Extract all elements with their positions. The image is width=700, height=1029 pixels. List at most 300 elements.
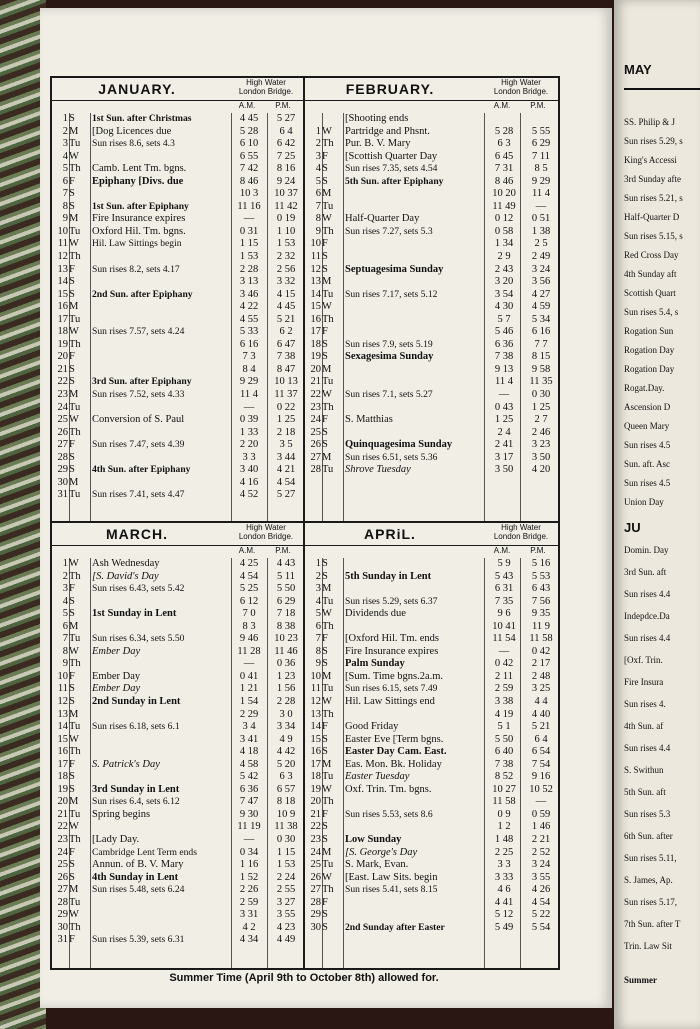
day-row: [52, 464, 303, 477]
day-number: 2: [315, 570, 321, 582]
day-number: 10: [310, 670, 321, 682]
day-row: [52, 809, 303, 822]
weekday: Th: [69, 426, 81, 438]
high-water-am: 5 28: [494, 125, 514, 137]
weekday: S: [322, 263, 328, 275]
high-water-am: 8 4: [242, 363, 256, 375]
day-number: 20: [310, 363, 321, 375]
high-water-pm: 1 25: [531, 401, 551, 413]
day-number: 27: [310, 884, 321, 896]
high-water-pm: 5 53: [531, 570, 551, 582]
event-text: [Oxford Hil. Tm. ends: [345, 633, 440, 645]
high-water-am: 3 13: [239, 276, 259, 288]
weekday: Tu: [322, 771, 334, 783]
event-text: Pur. B. V. Mary: [345, 138, 411, 150]
high-water-am: 0 34: [239, 846, 259, 858]
day-row: [52, 326, 303, 339]
event-text: 2nd Sunday after Easter: [345, 921, 445, 933]
weekday: M: [322, 583, 332, 595]
day-number: 23: [310, 834, 321, 846]
high-water-pm: 6 43: [531, 583, 551, 595]
weekday: M: [322, 846, 332, 858]
high-water-pm: 3 27: [276, 896, 296, 908]
facing-page-text: Sun rises 5.3: [624, 809, 671, 819]
high-water-pm: 3 55: [276, 909, 296, 921]
weekday: F: [322, 150, 328, 162]
day-number: 24: [57, 401, 68, 413]
high-water-am: 7 38: [494, 758, 514, 770]
facing-page-text: Sun rises 5.17,: [624, 897, 678, 907]
weekday: M: [69, 301, 79, 313]
high-water-pm: 2 52: [531, 846, 551, 858]
pm-label: P.M.: [530, 546, 546, 555]
weekday: W: [69, 821, 79, 833]
day-number: 25: [57, 414, 68, 426]
high-water-pm: 9 58: [531, 363, 551, 375]
high-water-pm: 6 4: [534, 733, 548, 745]
weekday: S: [322, 338, 328, 350]
day-number: 16: [57, 746, 68, 758]
high-water-pm: 10 37: [274, 188, 298, 200]
facing-page-text: Sun. aft. Asc: [624, 459, 670, 469]
high-water-am: 5 7: [497, 313, 511, 325]
high-water-pm: 4 20: [531, 464, 551, 476]
high-water-am: 2 4: [497, 426, 511, 438]
event-text: Ember Day: [92, 670, 141, 682]
high-water-am: 2 29: [239, 708, 259, 720]
high-water-pm: 2 32: [276, 251, 296, 263]
high-water-pm: 7 25: [276, 150, 296, 162]
high-water-am: 10 41: [492, 620, 516, 632]
event-text: 2nd Sun. after Epiphany: [92, 288, 193, 300]
day-number: 26: [57, 426, 68, 438]
facing-page-text: Half-Quarter D: [624, 212, 680, 222]
day-row: [305, 596, 558, 609]
weekday: M: [69, 389, 79, 401]
high-water-am: 4 19: [494, 708, 514, 720]
high-water-pm: 2 28: [276, 696, 296, 708]
high-water-am: 1 16: [239, 859, 259, 871]
weekday: Tu: [69, 489, 81, 501]
day-row: [52, 351, 303, 364]
day-number: 14: [310, 288, 321, 300]
high-water-am: 3 33: [494, 871, 514, 883]
high-water-am: 5 33: [239, 326, 259, 338]
event-text: Shrove Tuesday: [345, 464, 411, 476]
weekday: M: [69, 213, 79, 225]
weekday: S: [69, 188, 75, 200]
high-water-pm: 11 35: [529, 376, 553, 388]
high-water-pm: 0 51: [531, 213, 551, 225]
high-water-am: 3 54: [494, 288, 514, 300]
day-row: [52, 884, 303, 897]
day-number: 30: [310, 921, 321, 933]
event-text: Cambridge Lent Term ends: [92, 846, 197, 858]
day-row: [305, 658, 558, 671]
high-water-am: 3 50: [494, 464, 514, 476]
day-number: 17: [310, 758, 321, 770]
high-water-am: 0 31: [239, 225, 259, 237]
day-number: 16: [310, 746, 321, 758]
weekday: W: [322, 125, 332, 137]
high-water-pm: 5 16: [531, 558, 551, 569]
day-number: 22: [57, 821, 68, 833]
facing-page-text: SS. Philip & J: [624, 117, 676, 127]
high-water-am: 11 58: [492, 796, 516, 808]
weekday: M: [322, 758, 332, 770]
event-text: Septuagesima Sunday: [345, 263, 444, 275]
day-rows: [52, 113, 303, 502]
high-water-pm: 3 25: [531, 683, 551, 695]
weekday: S: [69, 363, 75, 375]
high-water-pm: 4 54: [276, 476, 296, 488]
day-number: 8: [315, 213, 321, 225]
day-row: [52, 414, 303, 427]
am-pm-header: [229, 101, 301, 111]
am-label: A.M.: [493, 546, 511, 555]
high-water-pm: 11 46: [274, 645, 298, 657]
event-text: S. Patrick's Day: [92, 758, 160, 770]
high-water-am: 2 41: [494, 439, 514, 451]
day-number: 24: [310, 846, 321, 858]
facing-page-text: Scottish Quart: [624, 288, 676, 298]
facing-page-text: [Oxf. Trin.: [624, 655, 663, 665]
facing-page-text: Sun rises 4.4: [624, 743, 671, 753]
weekday: Tu: [69, 896, 81, 908]
high-water-am: 3 4: [242, 721, 256, 733]
day-row: [305, 339, 558, 352]
event-text: Easter Day Cam. East.: [345, 746, 447, 758]
high-water-am: 11 49: [492, 200, 516, 212]
high-water-am: 5 1: [497, 721, 511, 733]
am-label: A.M.: [493, 101, 511, 110]
high-water-pm: 6 42: [276, 138, 296, 150]
facing-page-text: Ascension D: [624, 402, 671, 412]
day-row: [52, 113, 303, 126]
high-water-am: 3 38: [494, 696, 514, 708]
day-number: 18: [310, 338, 321, 350]
day-row: [305, 897, 558, 910]
high-water-pm: 4 49: [276, 934, 296, 946]
facing-page-text: 3rd Sun. aft: [624, 567, 667, 577]
day-row: [52, 897, 303, 910]
day-number: 22: [57, 376, 68, 388]
event-text: Eas. Mon. Bk. Holiday: [345, 758, 442, 770]
event-text: Sun rises 5.41, sets 8.15: [345, 884, 438, 896]
event-text: Sun rises 8.2, sets 4.17: [92, 263, 180, 275]
event-text: S. Matthias: [345, 414, 393, 426]
day-row: [52, 213, 303, 226]
high-water-am: 2 9: [497, 251, 511, 263]
day-row: [52, 683, 303, 696]
day-row: [52, 746, 303, 759]
month-header: [305, 523, 558, 546]
high-water-pm: 1 56: [276, 683, 296, 695]
facing-page-text: Trin. Law Sit: [624, 941, 672, 951]
weekday: S: [322, 558, 328, 569]
day-number: 29: [57, 909, 68, 921]
high-water-am: 11 28: [237, 645, 261, 657]
event-text: Low Sunday: [345, 834, 402, 846]
weekday: S: [322, 570, 328, 582]
day-row: [52, 201, 303, 214]
day-row: [305, 834, 558, 847]
high-water-am: 2 43: [494, 263, 514, 275]
weekday: M: [69, 125, 79, 137]
weekday: S: [322, 733, 328, 745]
day-row: [52, 596, 303, 609]
event-text: [S. David's Day: [92, 570, 159, 582]
day-row: [52, 452, 303, 465]
event-text: Fire Insurance expires: [345, 645, 439, 657]
day-row: [305, 734, 558, 747]
day-row: [52, 489, 303, 502]
day-row: [305, 364, 558, 377]
high-water-pm: 4 42: [276, 746, 296, 758]
day-number: 10: [310, 238, 321, 250]
day-number: 23: [57, 834, 68, 846]
day-row: [52, 872, 303, 885]
day-row: [52, 376, 303, 389]
high-water-pm: 6 4: [279, 125, 293, 137]
facing-page-text: S. Swithun: [624, 765, 664, 775]
day-row: [52, 784, 303, 797]
high-water-pm: 3 44: [276, 451, 296, 463]
day-row: [305, 289, 558, 302]
weekday: W: [322, 213, 332, 225]
high-water-pm: 4 4: [534, 696, 548, 708]
day-row: [52, 796, 303, 809]
day-number: 17: [57, 758, 68, 770]
event-text: Sun rises 7.1, sets 5.27: [345, 389, 433, 401]
day-row: [305, 633, 558, 646]
weekday: M: [69, 708, 79, 720]
event-text: Sexagesima Sunday: [345, 351, 434, 363]
high-water-pm: 2 24: [276, 871, 296, 883]
high-water-am: 10 27: [492, 783, 516, 795]
day-number: 11: [57, 238, 68, 250]
high-water-am: 6 12: [239, 595, 259, 607]
high-water-am: 5 50: [494, 733, 514, 745]
weekday: Th: [69, 658, 81, 670]
day-number: 9: [62, 213, 68, 225]
weekday: F: [69, 439, 75, 451]
high-water-am: —: [243, 658, 255, 670]
london-bridge-line: London Bridge.: [238, 87, 294, 96]
day-row: [52, 126, 303, 139]
day-number: 18: [57, 771, 68, 783]
weekday: S: [69, 113, 75, 124]
weekday: F: [322, 414, 328, 426]
facing-page-rule: [624, 88, 700, 90]
high-water-am: 1 15: [239, 238, 259, 250]
day-row: [52, 402, 303, 415]
day-row: [52, 621, 303, 634]
high-water-line: High Water: [246, 523, 286, 532]
day-number: 29: [57, 464, 68, 476]
event-text: Sun rises 7.41, sets 4.47: [92, 489, 185, 501]
weekday: Th: [322, 401, 334, 413]
day-number: 24: [57, 846, 68, 858]
month-april: [305, 523, 558, 968]
high-water-label: [231, 523, 301, 541]
high-water-pm: 1 23: [276, 670, 296, 682]
high-water-am: 9 46: [239, 633, 259, 645]
event-text: [Dog Licences due: [92, 125, 172, 137]
day-number: 3: [315, 150, 321, 162]
facing-page-text: Sun rises 4.5: [624, 478, 671, 488]
day-number: 18: [57, 326, 68, 338]
day-row: [305, 351, 558, 364]
high-water-pm: 2 49: [531, 251, 551, 263]
high-water-pm: 0 30: [531, 389, 551, 401]
weekday: S: [69, 451, 75, 463]
day-number: 1: [315, 558, 321, 569]
high-water-pm: 2 17: [531, 658, 551, 670]
high-water-pm: 4 26: [531, 884, 551, 896]
day-row: [52, 934, 303, 947]
day-number: 11: [310, 251, 321, 263]
day-row: [52, 163, 303, 176]
event-text: Sun rises 6.18, sets 6.1: [92, 721, 180, 733]
high-water-pm: 7 56: [531, 595, 551, 607]
day-number: 1: [62, 113, 68, 124]
high-water-am: 5 9: [497, 558, 511, 569]
event-text: Camb. Lent Tm. bgns.: [92, 163, 187, 175]
day-number: 4: [62, 595, 68, 607]
event-text: Sun rises 7.52, sets 4.33: [92, 389, 185, 401]
facing-page-text: Fire Insura: [624, 677, 664, 687]
high-water-am: 0 58: [494, 225, 514, 237]
weekday: W: [69, 238, 79, 250]
day-number: 26: [57, 871, 68, 883]
weekday: F: [69, 758, 75, 770]
day-number: 6: [315, 620, 321, 632]
day-row: [52, 389, 303, 402]
weekday: Tu: [69, 401, 81, 413]
day-number: 31: [57, 934, 68, 946]
facing-page-text: Sun rises 4.4: [624, 589, 671, 599]
day-row: [52, 859, 303, 872]
high-water-pm: 5 21: [531, 721, 551, 733]
high-water-am: 3 40: [239, 464, 259, 476]
high-water-pm: 8 16: [276, 163, 296, 175]
month-name: JANUARY.: [98, 81, 176, 97]
high-water-am: 5 46: [494, 326, 514, 338]
weekday: W: [69, 733, 79, 745]
high-water-am: 0 9: [497, 808, 511, 820]
high-water-pm: 8 38: [276, 620, 296, 632]
high-water-pm: 7 11: [532, 150, 550, 162]
high-water-pm: 3 55: [531, 871, 551, 883]
day-number: 8: [62, 645, 68, 657]
event-text: Hil. Law Sittings begin: [92, 238, 182, 250]
facing-page-text: Indepdce.Da: [624, 611, 670, 621]
month-march: [52, 523, 305, 968]
weekday: Th: [69, 338, 81, 350]
high-water-pm: 1 46: [531, 821, 551, 833]
high-water-pm: 5 55: [531, 125, 551, 137]
high-water-pm: 5 54: [531, 921, 551, 933]
weekday: S: [322, 163, 328, 175]
high-water-pm: 5 22: [531, 909, 551, 921]
day-number: 3: [62, 583, 68, 595]
high-water-am: —: [243, 401, 255, 413]
high-water-am: 10 3: [239, 188, 259, 200]
day-number: 6: [62, 620, 68, 632]
high-water-pm: 9 29: [531, 175, 551, 187]
high-water-pm: 1 25: [276, 414, 296, 426]
day-number: 11: [57, 683, 68, 695]
day-row: [305, 176, 558, 189]
high-water-am: 7 0: [242, 608, 256, 620]
day-row: [52, 251, 303, 264]
day-row: [305, 821, 558, 834]
weekday: S: [69, 464, 75, 476]
event-text: Sun rises 6.4, sets 6.12: [92, 796, 180, 808]
day-row: [305, 188, 558, 201]
month-header: [52, 523, 303, 546]
day-number: 7: [62, 188, 68, 200]
event-text: Sun rises 6.34, sets 5.50: [92, 633, 185, 645]
day-number: 28: [310, 896, 321, 908]
high-water-am: 8 46: [239, 175, 259, 187]
day-number: 13: [57, 263, 68, 275]
day-row: [305, 414, 558, 427]
weekday: Tu: [69, 225, 81, 237]
high-water-pm: 11 37: [274, 389, 298, 401]
weekday: Tu: [69, 313, 81, 325]
weekday: F: [322, 721, 328, 733]
event-text: 1st Sun. after Epiphany: [92, 200, 189, 212]
weekday: F: [322, 326, 328, 338]
high-water-pm: 11 58: [529, 633, 553, 645]
facing-page-text: Sun rises 4.4: [624, 633, 671, 643]
weekday: F: [69, 583, 75, 595]
am-label: A.M.: [238, 101, 256, 110]
event-text: Dividends due: [345, 608, 406, 620]
weekday: S: [322, 351, 328, 363]
event-text: Sun rises 7.35, sets 4.54: [345, 163, 438, 175]
day-number: 21: [310, 808, 321, 820]
high-water-am: 0 39: [239, 414, 259, 426]
high-water-am: 6 36: [494, 338, 514, 350]
weekday: Th: [69, 251, 81, 263]
day-number: 27: [57, 884, 68, 896]
high-water-am: 3 31: [239, 909, 259, 921]
weekday: S: [322, 439, 328, 451]
high-water-pm: 2 46: [531, 426, 551, 438]
high-water-pm: 8 5: [534, 163, 548, 175]
day-row: [52, 226, 303, 239]
high-water-pm: 0 59: [531, 808, 551, 820]
high-water-pm: 4 27: [531, 288, 551, 300]
high-water-pm: 4 23: [276, 921, 296, 933]
day-number: 28: [57, 451, 68, 463]
day-number: 15: [57, 288, 68, 300]
high-water-am: 9 6: [497, 608, 511, 620]
day-row: [305, 721, 558, 734]
high-water-pm: 1 53: [276, 238, 296, 250]
event-text: 4th Sunday in Lent: [92, 871, 179, 883]
day-row: [305, 238, 558, 251]
day-number: 2: [62, 570, 68, 582]
day-number: 2: [315, 138, 321, 150]
high-water-am: 11 54: [492, 633, 516, 645]
high-water-am: 8 46: [494, 175, 514, 187]
day-row: [305, 213, 558, 226]
high-water-am: 1 21: [239, 683, 259, 695]
